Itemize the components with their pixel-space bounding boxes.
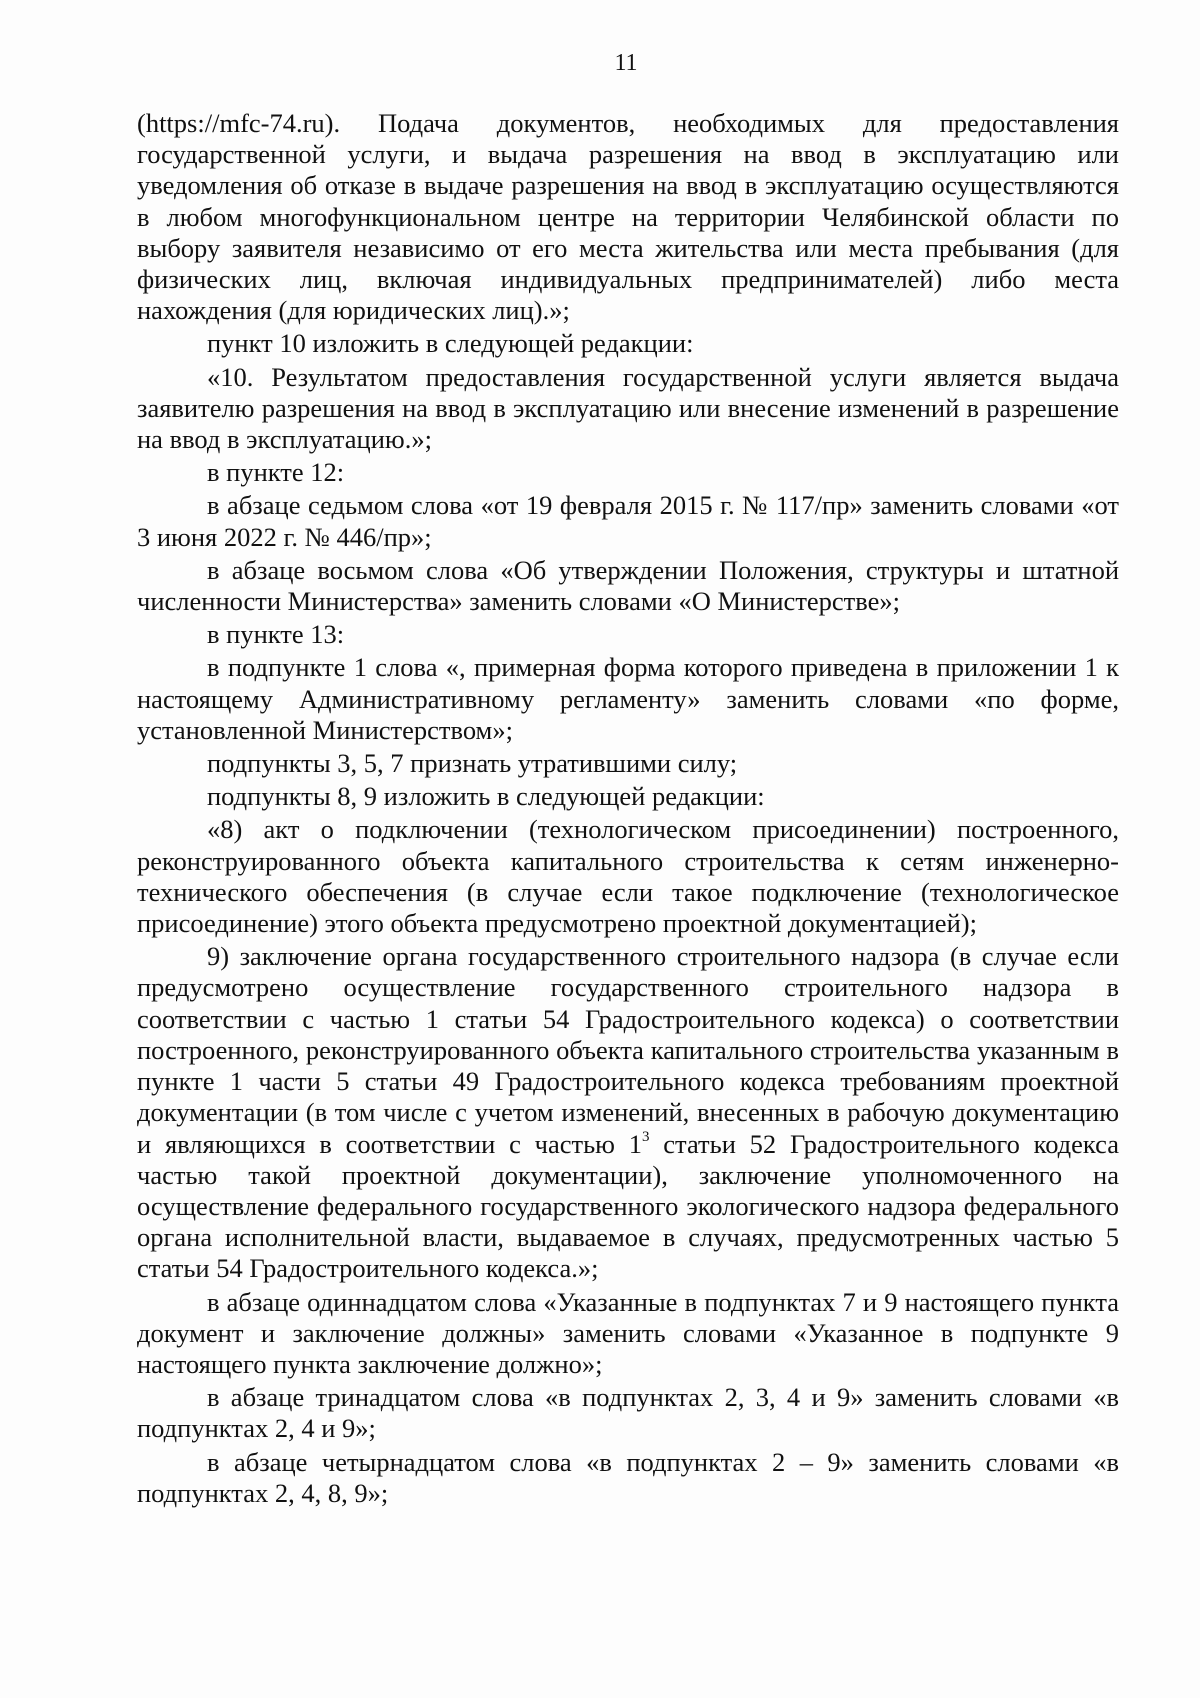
paragraph: «8) акт о подключении (технологическом присоединении) построенного, реконструированного объекта капитального строительства к сетям инженерно-технического обеспечения (в случае если такое подключение (технологическое присоединение) этого объекта предусмотрено проектной документацией); (137, 814, 1119, 939)
paragraph: в подпункте 1 слова «, примерная форма которого приведена в приложении 1 к настоящему Административному регламенту» заменить словами «по форме, установленной Министерством»; (137, 652, 1119, 745)
paragraph: подпункты 3, 5, 7 признать утратившими силу; (207, 748, 738, 779)
paragraph: (https://mfc-74.ru). Подача документов, необходимых для предоставления государственной услуги, и выдача разрешения на ввод в эксплуатацию или уведомления об отказе в выдаче разрешения на ввод в эксплуатацию осуществляются в любом многофункциональном центре на территории Челябинской области по выбору заявителя независимо от его места жительства или места пребывания (для физических лиц, включая индивидуальных предпринимателей) либо места нахождения (для юридических лиц).»; (137, 108, 1119, 326)
paragraph-9 (137, 941, 1119, 1284)
paragraph: в пункте 13: (207, 619, 345, 650)
page-number: 11 (614, 50, 638, 76)
paragraph-9-text-end: статьи 52 Градостроительного кодекса частью такой проектной документации), заключение уполномоченного на осуществление федерального государственного экологического надзора федерального органа исполнительной власти, выдаваемое в случаях, предусмотренных частью 5 статьи 54 Градостроительного кодекса.»; (137, 1128, 1119, 1284)
paragraph: пункт 10 изложить в следующей редакции: (207, 328, 694, 359)
superscript: 3 (642, 1128, 650, 1145)
paragraph: «10. Результатом предоставления государственной услуги является выдача заявителю разрешения на ввод в эксплуатацию или внесение изменений в разрешение на ввод в эксплуатацию.»; (137, 361, 1119, 455)
paragraph-9-text-start: 9) заключение органа государственного строительного надзора (в случае если предусмотрено осуществление государственного строительного надзора в соответствии с частью 1 статьи 54 Градостроительного кодекса) о соответствии построенного, реконструированного объекта капитального строительства указанным в пункте 1 части 5 статьи 49 Градостроительного кодекса требованиям проектной документации (в том числе с учетом изменений, внесенных в рабочую документацию и являющихся в соответствии с частью 1 (137, 941, 1119, 1159)
paragraph: подпункты 8, 9 изложить в следующей редакции: (207, 781, 765, 812)
paragraph: в пункте 12: (207, 457, 345, 488)
paragraph: в абзаце седьмом слова «от 19 февраля 2015 г. № 117/пр» заменить словами «от 3 июня 2022 г. № 446/пр»; (137, 490, 1119, 552)
paragraph: в абзаце четырнадцатом слова «в подпунктах 2 – 9» заменить словами «в подпунктах 2, 4, 8, 9»; (137, 1446, 1119, 1508)
paragraph: в абзаце тринадцатом слова «в подпунктах 2, 3, 4 и 9» заменить словами «в подпунктах 2, 4 и 9»; (137, 1382, 1119, 1444)
paragraph: в абзаце одиннадцатом слова «Указанные в подпунктах 7 и 9 настоящего пункта документ и заключение должны» заменить словами «Указанное в подпункте 9 настоящего пункта заключение должно»; (137, 1286, 1119, 1379)
document-body (137, 108, 1119, 1509)
paragraph: в абзаце восьмом слова «Об утверждении Положения, структуры и штатной численности Министерства» заменить словами «О Министерстве»; (137, 554, 1119, 617)
